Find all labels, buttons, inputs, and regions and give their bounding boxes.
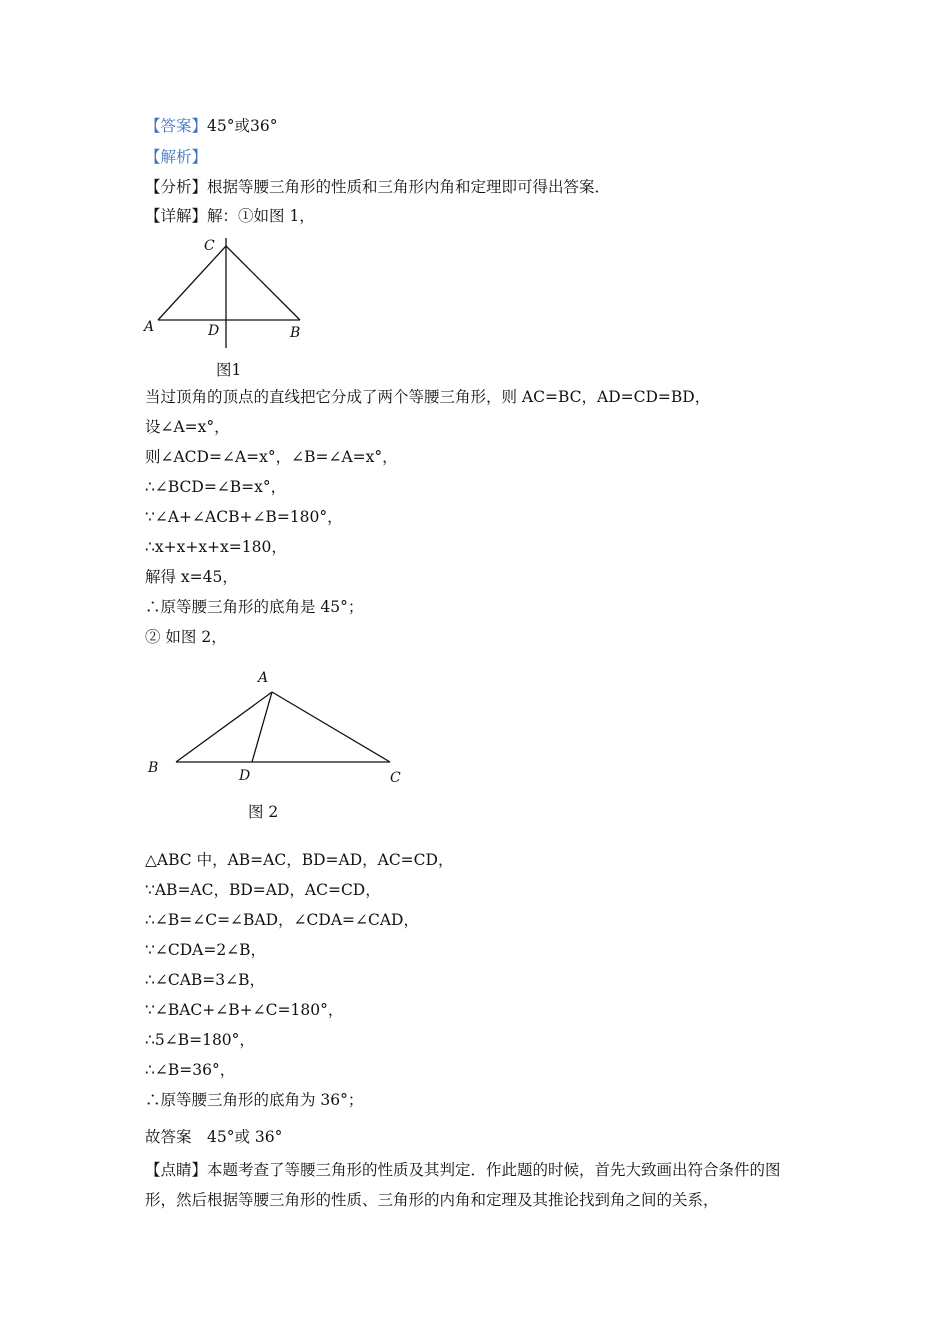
fig1-label-c: C bbox=[204, 238, 215, 254]
case1-line: 当过顶角的顶点的直线把它分成了两个等腰三角形，则 AC=BC，AD=CD=BD， bbox=[145, 388, 711, 406]
fig2-label-d: D bbox=[239, 768, 251, 784]
case2-line: ∵AB=AC，BD=AD，AC=CD， bbox=[145, 881, 381, 899]
fenxi-line bbox=[145, 176, 610, 198]
case2-line: ∴原等腰三角形的底角为 36°； bbox=[145, 1091, 364, 1109]
case1-line: ∴x+x+x+x=180， bbox=[145, 538, 287, 556]
case2-line: ∵∠CDA=2∠B， bbox=[145, 941, 267, 959]
xiangjie-tag: 【详解】 bbox=[145, 207, 208, 225]
case-1-block bbox=[145, 382, 805, 652]
fig2-segment-ac bbox=[272, 692, 390, 762]
analysis-heading bbox=[145, 146, 207, 168]
fig2-segment-ab bbox=[176, 692, 272, 762]
analysis-tag: 【解析】 bbox=[145, 148, 208, 166]
case2-line: ∵∠BAC+∠B+∠C=180°， bbox=[145, 1001, 344, 1019]
fig2-segment-ad bbox=[252, 692, 272, 762]
case1-line: 则∠ACD=∠A=x°，∠B=∠A=x°， bbox=[145, 448, 398, 466]
figure-1-svg bbox=[140, 232, 320, 352]
figure-1 bbox=[140, 232, 320, 356]
fenxi-text: 根据等腰三角形的性质和三角形内角和定理即可得出答案． bbox=[207, 178, 611, 196]
figure-1-caption: 图1 bbox=[216, 361, 242, 379]
dianjing-tag: 【点睛】 bbox=[145, 1161, 208, 1179]
case2-line: ∴5∠B=180°， bbox=[145, 1031, 255, 1049]
case1-line: 设∠A=x°， bbox=[145, 418, 230, 436]
case2-line: ∴∠B=36°， bbox=[145, 1061, 236, 1079]
dianjing-text: 本题考查了等腰三角形的性质及其判定．作此题的时候，首先大致画出符合条件的图形，然后根据等腰三角形的性质、三角形的内角和定理及其推论找到角之间的关系， bbox=[145, 1161, 781, 1209]
xiangjie-line bbox=[145, 205, 315, 227]
answer-text: 45°或36° bbox=[207, 117, 278, 135]
fig1-label-a: A bbox=[144, 319, 155, 335]
answer-tag: 【答案】 bbox=[145, 117, 208, 135]
fig1-segment-ac bbox=[158, 246, 226, 320]
figure-2-svg bbox=[140, 664, 420, 794]
dianjing-block bbox=[145, 1155, 805, 1215]
case2-line: ∴∠CAB=3∠B， bbox=[145, 971, 266, 989]
figure-2 bbox=[140, 664, 420, 798]
conclusion-line: 故答案 45°或 36° bbox=[145, 1128, 283, 1146]
fig1-label-d: D bbox=[208, 323, 220, 339]
fig2-label-b: B bbox=[148, 760, 159, 776]
fig2-label-a: A bbox=[258, 670, 269, 686]
xiangjie-text: 解：①如图 1， bbox=[207, 207, 315, 225]
case2-line: ∴∠B=∠C=∠BAD，∠CDA=∠CAD， bbox=[145, 911, 419, 929]
answer-line bbox=[145, 115, 277, 137]
case2-line: △ABC 中，AB=AC，BD=AD，AC=CD， bbox=[145, 851, 454, 869]
figure-2-caption: 图 2 bbox=[248, 803, 279, 821]
fig2-label-c: C bbox=[390, 770, 401, 786]
case1-line: 解得 x=45， bbox=[145, 568, 238, 586]
case1-line: ∵∠A+∠ACB+∠B=180°， bbox=[145, 508, 343, 526]
case1-line: ② 如图 2， bbox=[145, 628, 227, 646]
case1-line: ∴原等腰三角形的底角是 45°； bbox=[145, 598, 364, 616]
case1-line: ∴∠BCD=∠B=x°， bbox=[145, 478, 287, 496]
fig1-label-b: B bbox=[290, 325, 301, 341]
fig1-segment-bc bbox=[226, 246, 300, 320]
fenxi-tag: 【分析】 bbox=[145, 178, 208, 196]
case-2-block bbox=[145, 845, 805, 1115]
